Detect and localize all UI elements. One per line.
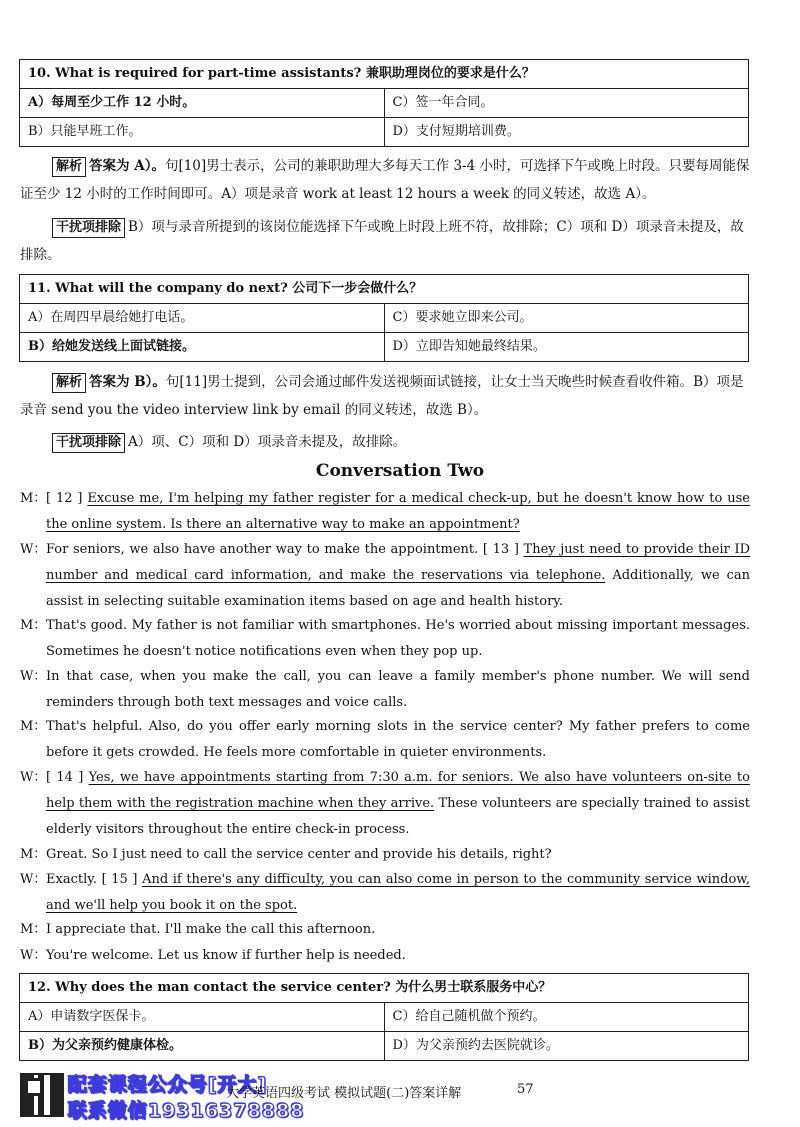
option-c: C）签一年合同。 <box>392 95 494 110</box>
option-c: C）给自己随机做个预约。 <box>392 1009 546 1024</box>
option-a: A）申请数字医保卡。 <box>20 1003 385 1031</box>
speaker: M： <box>20 719 47 734</box>
speaker: M： <box>20 847 47 862</box>
distractor-tag: 干扰项排除 <box>52 218 125 238</box>
distractor-tag: 干扰项排除 <box>52 433 125 453</box>
distractor-text: B）项与录音所提到的该岗位能选择下午或晚上时段上班不符，故排除；C）项和 D）项录音未提及，故排除。 <box>20 219 744 263</box>
question-10-box <box>19 59 749 147</box>
analysis-text: 句[10]男士表示，公司的兼职助理大多每天工作 3-4 小时，可选择下午或晚上时段。只要每周能保证至少 12 小时的工作时间即可。A）项是录音 work at least 12 hours a week 的同义转述，故选 A）。 <box>20 158 750 202</box>
qr-code-icon <box>20 1073 64 1117</box>
dialogue-line <box>20 943 750 969</box>
option-b: B）给她发送线上面试链接。 <box>20 333 385 361</box>
watermark-line: 联系微信19316378888 <box>68 1100 305 1122</box>
answer-text: 答案为 A）。 <box>89 158 165 174</box>
answer-text: 答案为 B）。 <box>89 374 166 390</box>
analysis-10 <box>20 152 750 208</box>
option-d: D）立即告知她最终结果。 <box>392 339 546 354</box>
distractor-text: A）项、C）项和 D）项录音未提及，故排除。 <box>128 434 407 450</box>
question-12-title: 12. Why does the man contact the service center? 为什么男士联系服务中心？ <box>20 974 748 1003</box>
line-text: Exactly. [ 15 ] <box>46 872 143 887</box>
option-a: A）在周四早晨给她打电话。 <box>20 304 385 332</box>
line-text: [ 14 ] <box>46 770 89 785</box>
analysis-tag: 解析 <box>52 373 86 393</box>
option-d: D）为父亲预约去医院就诊。 <box>392 1038 559 1053</box>
speaker: W： <box>20 542 47 557</box>
speaker: M： <box>20 618 47 633</box>
analysis-tag: 解析 <box>52 157 86 177</box>
option-row <box>20 1032 748 1060</box>
line-text: I appreciate that. I'll make the call this afternoon. <box>46 922 376 937</box>
page-number: 57 <box>517 1082 534 1097</box>
distractor-10 <box>20 213 750 269</box>
option-b: B）只能早班工作。 <box>20 118 385 146</box>
footer-title: 大学英语四级考试 模拟试题(二)答案详解 <box>226 1086 462 1101</box>
option-row <box>20 304 748 333</box>
option-row <box>20 333 748 361</box>
dialogue-line <box>20 664 750 716</box>
dialogue-line <box>20 917 750 943</box>
speaker: M： <box>20 922 47 937</box>
question-11-title: 11. What will the company do next? 公司下一步会做什么？ <box>20 275 748 304</box>
line-text: [ 12 ] <box>46 491 88 506</box>
line-text: You're welcome. Let us know if further help is needed. <box>46 948 406 963</box>
section-title: Conversation Two <box>315 461 485 481</box>
line-text: Great. So I just need to call the service center and provide his details, right? <box>46 847 552 862</box>
watermark-line: 配套课程公众号[开大] <box>68 1074 268 1096</box>
question-11-box <box>19 274 749 362</box>
page-footer <box>0 1070 800 1125</box>
speaker: W： <box>20 770 47 785</box>
dialogue-line <box>20 613 750 665</box>
distractor-11 <box>20 428 750 456</box>
line-text: For seniors, we also have another way to make the appointment. [ 13 ] <box>46 542 524 557</box>
option-d: D）支付短期培训费。 <box>392 124 520 139</box>
dialogue-line <box>20 842 750 868</box>
speaker: W： <box>20 948 47 963</box>
option-row <box>20 89 748 118</box>
option-row <box>20 118 748 146</box>
dialogue-line <box>20 486 750 538</box>
line-text: That's helpful. Also, do you offer early morning slots in the service center? My father prefers to come before it gets crowded. He feels more comfortable in quieter environments. <box>46 719 750 760</box>
dialogue-line <box>20 867 750 919</box>
speaker: W： <box>20 669 47 684</box>
question-12-box <box>19 973 749 1061</box>
underlined-text: Excuse me, I'm helping my father register for a medical check-up, but he doesn't know how to use the online system. Is there an alternative way to make an appointment? <box>46 491 750 532</box>
line-text: These volunteers are specially trained to assist elderly visitors throughout the entire check-in process. <box>46 796 750 837</box>
line-text: In that case, when you make the call, you can leave a family member's phone number. We will send reminders through both text messages and voice calls. <box>46 669 750 710</box>
option-b: B）为父亲预约健康体检。 <box>20 1032 385 1060</box>
underlined-text: They just need to provide their ID number and medical card information, and make the reservations via telephone. <box>46 542 751 583</box>
line-text: That's good. My father is not familiar with smartphones. He's worried about missing important messages. Sometimes he doesn't notice notifications even when they pop up. <box>46 618 750 659</box>
dialogue-line <box>20 537 750 615</box>
option-row <box>20 1003 748 1032</box>
speaker: W： <box>20 872 47 887</box>
dialogue-line <box>20 714 750 766</box>
analysis-11 <box>20 368 750 424</box>
underlined-text: And if there's any difficulty, you can also come in person to the community service window, and we'll help you book it on the spot. <box>46 872 750 913</box>
option-c: C）要求她立即来公司。 <box>392 310 533 325</box>
option-a: A）每周至少工作 12 小时。 <box>20 89 385 117</box>
question-10-title: 10. What is required for part-time assistants? 兼职助理岗位的要求是什么？ <box>20 60 748 89</box>
underlined-text: Yes, we have appointments starting from 7:30 a.m. for seniors. We also have volunteers on-site to help them with the registration machine when they arrive. <box>46 770 750 811</box>
dialogue-line <box>20 765 750 843</box>
line-text: Additionally, we can assist in selecting suitable examination items based on age and health history. <box>46 568 750 609</box>
analysis-text: 句[11]男士提到，公司会通过邮件发送视频面试链接，让女士当天晚些时候查看收件箱。B）项是录音 send you the video interview link by email 的同义转述，故选 B）。 <box>20 374 744 418</box>
speaker: M： <box>20 491 47 506</box>
